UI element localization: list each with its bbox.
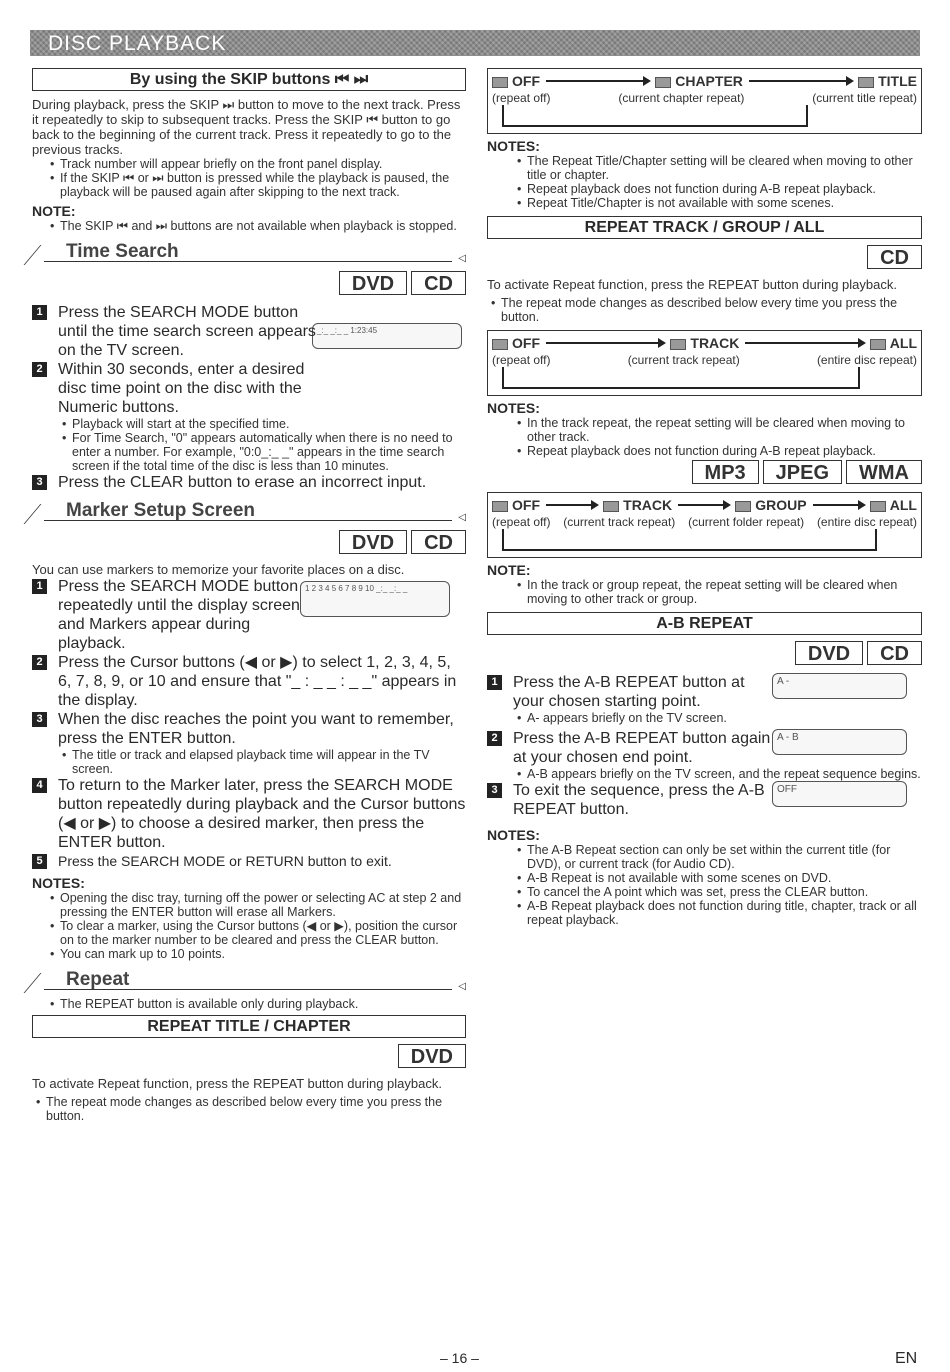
marker-step-4: 4 To return to the Marker later, press the SEARCH MODE button repeatedly during playback and the Cursor buttons (◀ or ▶) to choose a desired marker, then press the ENTER button. — [32, 776, 466, 852]
marker-step-5: 5 Press the SEARCH MODE or RETURN button to exit. — [32, 852, 466, 871]
marker-step-1: 1 Press the SEARCH MODE button repeatedly until the display screen and Markers appear during playback. — [32, 577, 466, 653]
dvd-badge: DVD — [795, 641, 863, 665]
repeat-icon — [655, 77, 671, 88]
section-header — [30, 30, 920, 56]
marker-badges — [32, 530, 466, 556]
skip-bullet-2: • If the SKIP ⏮ or ⏭ button is pressed while the playback is paused, the playback will be paused again after skipping to the next track. — [46, 171, 466, 199]
notes2-2: • Repeat playback does not function during A-B repeat playback. — [513, 444, 922, 458]
notes2-1: • In the track repeat, the repeat setting will be cleared when moving to other track. — [513, 416, 922, 444]
marker-intro: You can use markers to memorize your favorite places on a disc. — [32, 562, 405, 577]
marker-step3-bullet: • The title or track and elapsed playback time will appear in the TV screen. — [58, 748, 466, 776]
time-badges — [32, 271, 466, 297]
time-bullet-1: • Playback will start at the specified time. — [58, 417, 466, 431]
right-column — [487, 68, 922, 927]
repeat-tc-bullet: • The repeat mode changes as described below every time you press the button. — [32, 1095, 466, 1123]
cd-badge: CD — [411, 271, 466, 295]
ab-notes-label: NOTES: — [487, 827, 540, 843]
page-number: – 16 – — [440, 1350, 479, 1366]
time-tv-screen: _:_ _:_ _ 1:23:45 — [312, 323, 462, 349]
time-search-heading: Time Search ◁ — [32, 241, 466, 269]
ab-tv-2: A - B — [772, 729, 907, 755]
notes1-2: • Repeat playback does not function during A-B repeat playback. — [513, 182, 922, 196]
notes1-1: • The Repeat Title/Chapter setting will be cleared when moving to other title or chapter. — [513, 154, 922, 182]
time-search-title: Time Search — [66, 241, 179, 262]
ab-step2-bullet: • A-B appears briefly on the TV screen, and the repeat sequence begins. — [513, 767, 922, 781]
notes1-label: NOTES: — [487, 138, 540, 154]
marker-heading: Marker Setup Screen ◁ — [32, 500, 466, 528]
skip-para: During playback, press the SKIP ⏭ button to move to the next track. Press it repeatedly to skip to subsequent tracks. Press the SKIP ⏮ button to go back to the beginning of the current track. Press it repeatedly to go to the previous tracks. — [32, 97, 461, 157]
marker-note-3: • You can mark up to 10 points. — [46, 947, 466, 961]
header-title: DISC PLAYBACK — [48, 32, 227, 55]
repeat-icon — [870, 501, 886, 512]
repeat-tc-badges — [32, 1044, 466, 1070]
ab-tv-1: A - — [772, 673, 907, 699]
ab-badges — [487, 641, 922, 667]
time-step-3: 3 Press the CLEAR button to erase an incorrect input. — [32, 473, 466, 492]
ab-title: A-B REPEAT — [487, 612, 922, 635]
dvd-badge: DVD — [339, 271, 407, 295]
repeat-icon — [670, 339, 686, 350]
time-bullet-2: • For Time Search, "0" appears automatically when there is no need to enter a number. For example, "0:0_:_ _" appears in the time search screen if the total time of the disc is less than 10 minutes. — [58, 431, 466, 473]
skip-note-1: • The SKIP ⏮ and ⏭ buttons are not available when playback is stopped. — [46, 219, 466, 233]
dvd-badge: DVD — [398, 1044, 466, 1068]
rtga-para: To activate Repeat function, press the REPEAT button during playback. — [487, 277, 897, 292]
repeat-tc-title: REPEAT TITLE / CHAPTER — [32, 1015, 466, 1038]
ab-note-4: • A-B Repeat playback does not function during title, chapter, track or all repeat playback. — [513, 899, 922, 927]
repeat-icon — [858, 77, 874, 88]
marker-step-2: 2 Press the Cursor buttons (◀ or ▶) to select 1, 2, 3, 4, 5, 6, 7, 8, 9, or 10 and ensure that "_ : _ _ : _ _" appears in the display. — [32, 653, 466, 710]
repeat-icon — [492, 77, 508, 88]
ab-step-1: 1 Press the A-B REPEAT button at your chosen starting point. — [487, 673, 922, 711]
dvd-badge: DVD — [339, 530, 407, 554]
ab-step-2: 2 Press the A-B REPEAT button again at your chosen end point. — [487, 729, 922, 767]
flow-title-chapter: OFF CHAPTER TITLE (repeat off) (current chapter repeat) (current title repeat) — [487, 68, 922, 134]
wma-badge: WMA — [846, 460, 922, 484]
marker-notes-label: NOTES: — [32, 875, 85, 891]
repeat-icon — [603, 501, 619, 512]
repeat-bullet: • The REPEAT button is available only during playback. — [46, 997, 466, 1011]
repeat-icon — [492, 339, 508, 350]
rtga-badges — [487, 245, 922, 271]
repeat-tc-para: To activate Repeat function, press the REPEAT button during playback. — [32, 1076, 442, 1091]
cd-badge: CD — [867, 245, 922, 269]
ab-step1-bullet: • A- appears briefly on the TV screen. — [513, 711, 922, 725]
language-tag: EN — [895, 1350, 918, 1367]
skip-bullet-1: • Track number will appear briefly on the front panel display. — [46, 157, 466, 171]
mp3-badge: MP3 — [692, 460, 759, 484]
left-column — [32, 68, 466, 1123]
ab-tv-3: OFF — [772, 781, 907, 807]
marker-note-2: • To clear a marker, using the Cursor buttons (◀ or ▶), position the cursor on to the marker number to be cleared and press the CLEAR button. — [46, 919, 466, 947]
notes2-label: NOTES: — [487, 400, 540, 416]
note3-label: NOTE: — [487, 562, 531, 578]
marker-step-3: 3 When the disc reaches the point you want to remember, press the ENTER button. — [32, 710, 466, 748]
time-step-1: 1 Press the SEARCH MODE button until the time search screen appears on the TV screen. — [32, 303, 466, 360]
flow-track-all: OFF TRACK ALL (repeat off) (current track repeat) (entire disc repeat) — [487, 330, 922, 396]
format-badges — [487, 460, 922, 486]
note3-1: • In the track or group repeat, the repeat setting will be cleared when moving to other track or group. — [513, 578, 922, 606]
cd-badge: CD — [411, 530, 466, 554]
repeat-title: Repeat — [66, 969, 130, 990]
ab-note-2: • A-B Repeat is not available with some scenes on DVD. — [513, 871, 922, 885]
skip-note-label: NOTE: — [32, 203, 76, 219]
ab-step-3: 3 To exit the sequence, press the A-B REPEAT button. — [487, 781, 922, 819]
repeat-icon — [870, 339, 886, 350]
repeat-icon — [735, 501, 751, 512]
cd-badge: CD — [867, 641, 922, 665]
marker-title: Marker Setup Screen — [66, 500, 256, 521]
time-step-2: 2 Within 30 seconds, enter a desired disc time point on the disc with the Numeric buttons. — [32, 360, 466, 417]
repeat-icon — [492, 501, 508, 512]
flow-track-group-all: OFF TRACK GROUP ALL (repeat off) (current track repeat) (current folder repeat) (entire disc repeat) — [487, 492, 922, 558]
jpeg-badge: JPEG — [763, 460, 842, 484]
marker-note-1: • Opening the disc tray, turning off the power or selecting AC at step 2 and pressing the ENTER button will erase all Markers. — [46, 891, 466, 919]
notes1-3: • Repeat Title/Chapter is not available with some scenes. — [513, 196, 922, 210]
marker-tv-screen: 1 2 3 4 5 6 7 8 9 10 _:_ _:_ _ — [300, 581, 450, 617]
repeat-heading: Repeat ◁ — [32, 969, 466, 997]
ab-note-1: • The A-B Repeat section can only be set within the current title (for DVD), or current track (for Audio CD). — [513, 843, 922, 871]
rtga-title: REPEAT TRACK / GROUP / ALL — [487, 216, 922, 239]
rtga-bullet: • The repeat mode changes as described below every time you press the button. — [487, 296, 922, 324]
skip-title: By using the SKIP buttons ⏮ ⏭ — [32, 68, 466, 91]
ab-note-3: • To cancel the A point which was set, press the CLEAR button. — [513, 885, 922, 899]
